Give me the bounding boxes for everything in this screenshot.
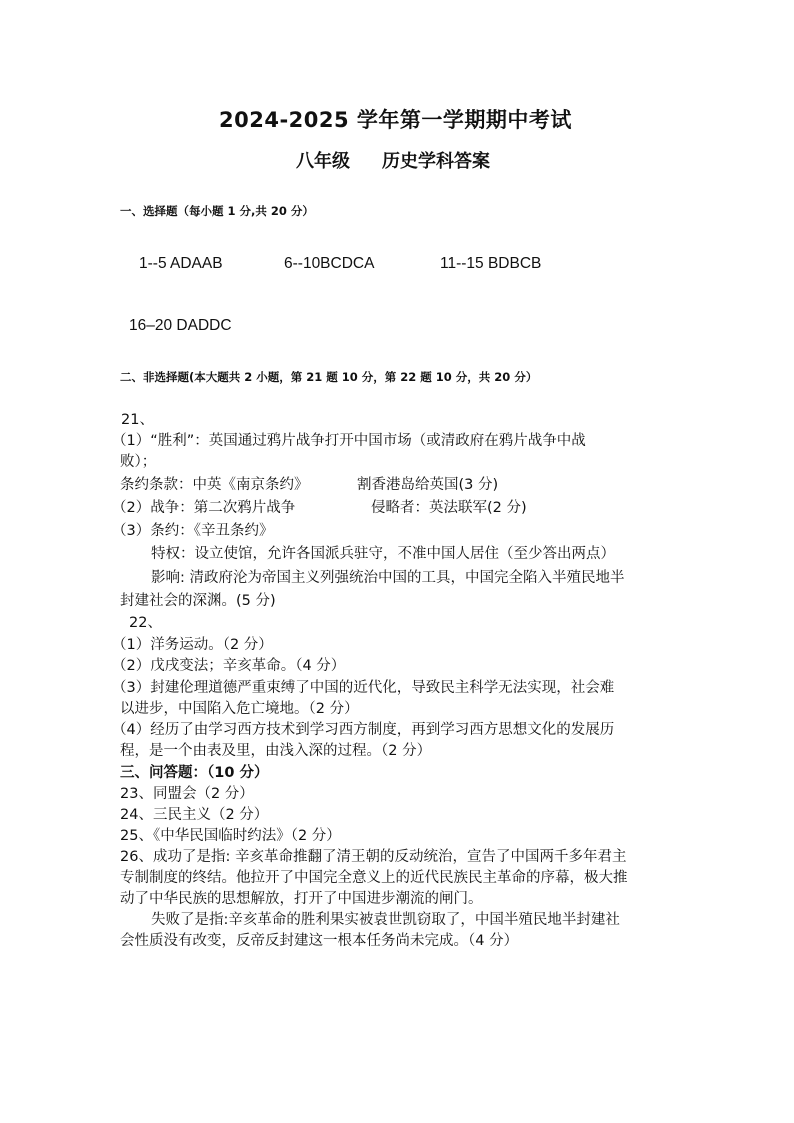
q21-line: （2）战争：第二次鸦片战争 <box>112 500 296 516</box>
q21-line: 侵略者：英法联军(2 分) <box>371 500 527 516</box>
grade-label: 八年级 <box>296 151 350 172</box>
q26-line: 动了中华民族的思想解放，打开了中国进步潮流的闸门。 <box>120 891 483 907</box>
q22-line: （2）戊戌变法；辛亥革命。（4 分） <box>112 658 346 674</box>
q21-line: 特权：设立使馆，允许各国派兵驻守，不准中国人居住（至少答出两点） <box>151 546 615 562</box>
q23-answer: 23、同盟会（2 分） <box>120 786 254 802</box>
q21-line: 割香港岛给英国(3 分) <box>357 477 499 493</box>
q21-line: 条约条款：中英《南京条约》 <box>120 477 309 493</box>
section3-heading: 三、问答题：（10 分） <box>120 765 269 781</box>
answer-group-3: 11--15 BDBCB <box>440 255 542 272</box>
answer-group-2: 6--10BCDCA <box>284 255 375 272</box>
section1-heading: 一、选择题（每小题 1 分,共 20 分） <box>120 204 314 218</box>
q22-line: 以进步，中国陷入危亡境地。（2 分） <box>120 701 359 717</box>
q22-line: 程，是一个由表及里，由浅入深的过程。（2 分） <box>120 743 432 759</box>
q24-answer: 24、三民主义（2 分） <box>120 807 269 823</box>
q21-line: 影响: 清政府沦为帝国主义列强统治中国的工具，中国完全陷入半殖民地半 <box>151 570 625 586</box>
q21-number: 21、 <box>121 412 154 428</box>
q21-line: 封建社会的深渊。(5 分) <box>120 593 276 609</box>
q22-line: （4）经历了由学习西方技术到学习西方制度，再到学习西方思想文化的发展历 <box>112 722 615 738</box>
page-title: 2024-2025 学年第一学期期中考试 <box>219 108 572 132</box>
section2-heading: 二、非选择题(本大题共 2 小题，第 21 题 10 分，第 22 题 10 分，共 20 分） <box>120 370 538 384</box>
q22-line: （1）洋务运动。（2 分） <box>112 637 273 653</box>
answer-group-4: 16–20 DADDC <box>129 317 232 334</box>
q26-line: 专制制度的终结。他拉开了中国完全意义上的近代民族民主革命的序幕，极大推 <box>120 870 628 886</box>
q22-number: 22、 <box>129 615 162 631</box>
q26-line: 会性质没有改变，反帝反封建这一根本任务尚未完成。（4 分） <box>120 933 519 949</box>
q21-line: （1）“胜利”：英国通过鸦片战争打开中国市场（或清政府在鸦片战争中战 <box>112 433 586 449</box>
q25-answer: 25、《中华民国临时约法》（2 分） <box>120 828 341 844</box>
q21-line: 败）； <box>120 454 157 470</box>
q21-line: （3）条约：《辛丑条约》 <box>112 523 274 539</box>
subject-label: 历史学科答案 <box>382 151 490 172</box>
q22-line: （3）封建伦理道德严重束缚了中国的近代化，导致民主科学无法实现，社会难 <box>112 680 615 696</box>
q26-line: 26、成功了是指: 辛亥革命推翻了清王朝的反动统治，宣告了中国两千多年君主 <box>120 849 627 865</box>
q26-line: 失败了是指:辛亥革命的胜利果实被袁世凯窃取了，中国半殖民地半封建社 <box>151 912 620 928</box>
answer-group-1: 1--5 ADAAB <box>139 255 223 272</box>
